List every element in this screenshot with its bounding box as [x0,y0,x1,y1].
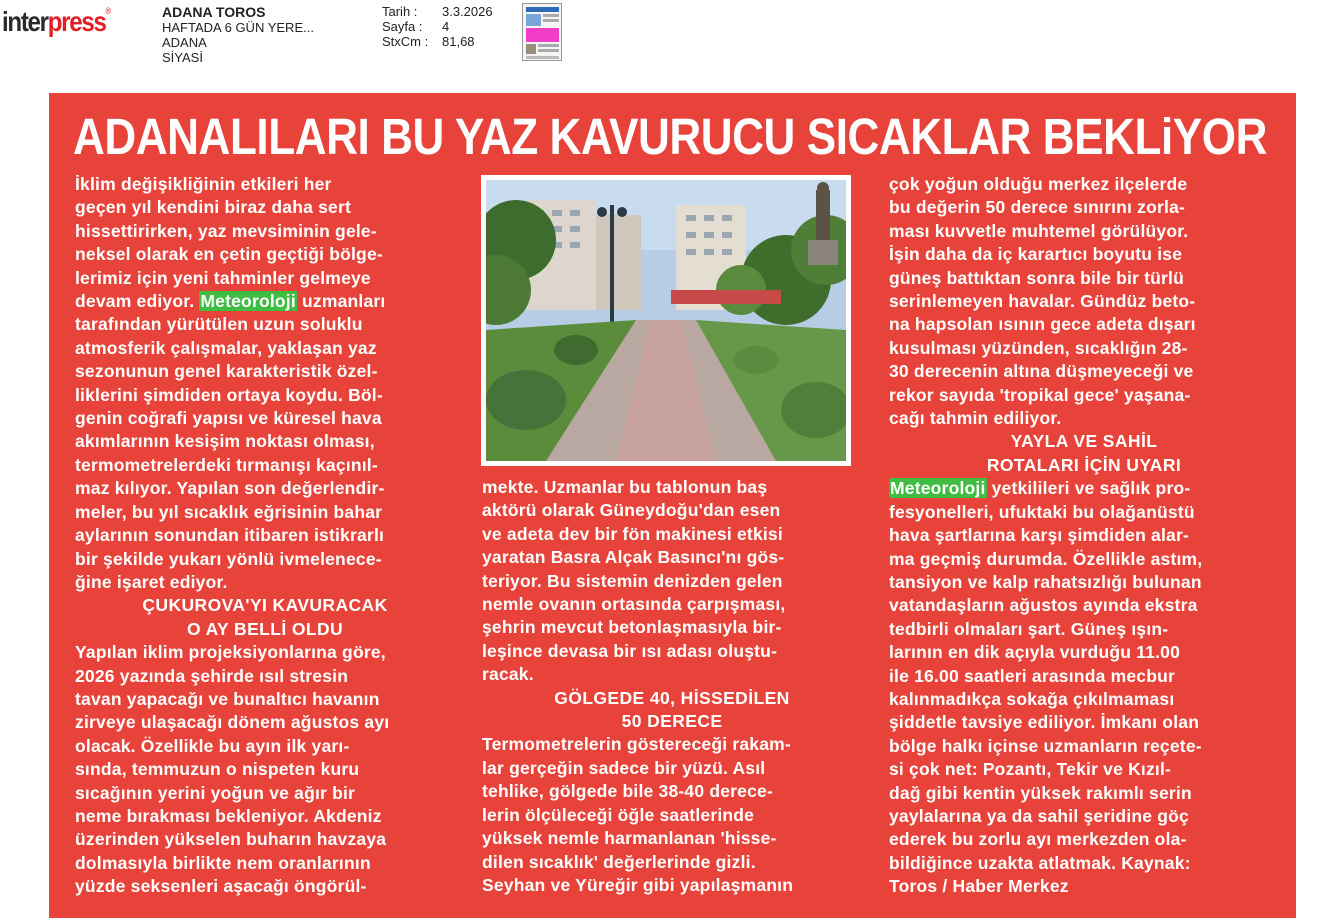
text-line: racak. [482,664,534,685]
text-line: kusulması yüzünden, sıcaklığın 28- [889,337,1188,358]
text-line: sıcağının yerini yoğun ve ağır bir [75,782,356,803]
stxcm-label: StxCm : [382,34,429,49]
article-column-2 [482,476,862,897]
text-line: yüzde seksenleri aşacağı öngörül- [75,876,367,897]
text-line: şiddetle tavsiye ediliyor. İmkanı olan [889,712,1200,733]
text-line: üzerinden yükselen buharın havzaya [75,829,387,850]
text-line: atmosferik çalışmalar, yaklaşan yaz [75,337,377,358]
stxcm-row [382,34,493,49]
text-line: fesyonelleri, ufuktaki bu olağanüstü [889,501,1195,522]
text-line: şehrin mevcut betonlaşmasıyla bir- [482,617,782,638]
text-line: lerin ölçüleceği öğle saatlerinde [482,804,755,825]
text-line: Toros / Haber Merkez [889,876,1069,897]
text-line: lerimiz için yeni tahminler gelmeye [75,267,371,288]
text-line: mekte. Uzmanlar bu tablonun baş [482,477,768,497]
text-line: sezonunun genel karakteristik özel- [75,361,378,382]
text-line: maz kılıyor. Yapılan son değerlendir- [75,478,385,499]
date-label: Tarih : [382,4,418,19]
publication-info [162,5,314,65]
page-row [382,19,493,34]
date-row [382,4,493,19]
text-line: serinlemeyen havalar. Gündüz beto- [889,291,1196,312]
article-panel [49,93,1296,918]
article-headline: ADANALILARI BU YAZ KAVURUCU SICAKLAR BEKLiYOR [73,108,1267,165]
text-line: dağ gibi kentin yüksek rakımlı serin [889,782,1192,803]
article-column-1 [75,173,455,899]
text-line: teriyor. Bu sistemin denizden gelen [482,570,783,591]
text-line: sında, temmuzun o nispeten kuru [75,759,360,780]
text-line: Termometrelerin göstereceği rakam- [482,734,791,755]
text-line: ve adeta dev bir fön makinesi etkisi [482,523,783,544]
interpress-logo: interpress® [2,6,110,37]
text-line: aylarının sonundan itibaren istikrarlı [75,525,385,546]
text-line: ğine işaret ediyor. [75,571,228,592]
subheading: O AY BELLİ OLDU [186,618,344,639]
text-line: cağı tahmin ediliyor. [889,408,1062,429]
text-line: meler, bu yıl sıcaklık eğrisinin bahar [75,501,383,522]
publication-city: ADANA [162,35,207,50]
stxcm-value: 81,68 [442,34,475,49]
text-line [75,290,455,313]
clip-meta [382,4,493,49]
text-line: İklim değişikliğinin etkileri her [75,174,332,194]
subheading: GÖLGEDE 40, HİSSEDİLEN [554,687,790,708]
highlight-meteoroloji: Meteoroloji [200,291,296,312]
text-line: olacak. Özellikle bu ayın ilk yarı- [75,735,350,756]
article-column-3 [889,173,1279,899]
publication-frequency: HAFTADA 6 GÜN YERE... [162,20,314,35]
text-line: İşin daha da iç karartıcı boyutu ise [889,244,1183,265]
text-line: hissettirirken, yaz mevsiminin gele- [75,220,377,241]
text-line: güneş battıktan sonra bile bir türlü [889,267,1185,288]
text-line: liklerini şimdiden ortaya koydu. Böl- [75,384,383,405]
text-line [889,477,1279,500]
text-line: ması kuvvetle muhtemel görülüyor. [889,220,1189,241]
text-line: tarafından yürütülen uzun soluklu [75,314,363,335]
text-line: tansiyon ve kalp rahatsızlığı bulunan [889,571,1202,592]
subheading: 50 DERECE [621,711,723,732]
article-photo [481,175,851,466]
text-line: neksel olarak en çetin geçtiği bölge- [75,244,383,265]
page-value: 4 [442,19,450,34]
subheading: ROTALARI İÇİN UYARI [986,454,1182,475]
text-line: neme bırakması bekleniyor. Akdeniz [75,805,382,826]
subheading: ÇUKUROVA'YI KAVURACAK [142,595,388,616]
text-line: çok yoğun olduğu merkez ilçelerde [889,174,1188,194]
text-line: hava şartlarına karşı şimdiden alar- [889,525,1189,546]
highlight-meteoroloji: Meteoroloji [890,478,986,499]
date-value: 3.3.2026 [442,4,493,19]
text-line-part: yetkilileri ve sağlık pro- [986,478,1191,499]
text-line: nemle ovanın ortasında çarpışması, [482,594,786,615]
text-line: bir şekilde yukarı yönlü ivmelenece- [75,548,382,569]
text-line: bu değerin 50 derece sınırını zorla- [889,197,1186,218]
text-line: ma geçmiş durumda. Özellikle astım, [889,548,1203,569]
text-line: bildiğince uzakta atlatmak. Kaynak: [889,852,1191,873]
text-line: ile 16.00 saatleri arasında mecbur [889,665,1175,686]
text-line: geçen yıl kendini biraz daha sert [75,197,351,218]
text-line: tedbirli olmaları şart. Güneş ışın- [889,618,1169,639]
text-line: leşince devasa bir ısı adası oluştu- [482,640,778,661]
text-line: vatandaşların ağustos ayında ekstra [889,595,1198,616]
text-line: si çok net: Pozantı, Tekir ve Kızıl- [889,759,1172,780]
park-walkway-image [486,180,846,461]
text-line: tavan yapacağı ve bunaltıcı havanın [75,688,380,709]
page-thumbnail[interactable] [522,3,562,61]
text-line: larının en dik açıyla vurduğu 11.00 [889,642,1180,663]
text-line: aktörü olarak Güneydoğu'dan esen [482,500,781,521]
text-line-part: devam ediyor. [75,291,195,312]
text-line: Seyhan ve Yüreğir gibi yapılaşmanın [482,874,794,895]
text-line: Yapılan iklim projeksiyonlarına göre, [75,642,386,663]
text-line: dilen sıcaklık' değerlerinde gizli. [482,851,756,872]
text-line: kalınmadıkça sokağa çıkılmaması [889,688,1175,709]
text-line: rekor sayıda 'tropikal gece' yaşana- [889,384,1191,405]
text-line: dolmasıyla birlikte nem oranlarının [75,852,371,873]
text-line: tehlike, gölgede bile 38-40 derece- [482,781,773,802]
subheading: YAYLA VE SAHİL [1010,431,1158,452]
text-line: genin coğrafi yapısı ve küresel hava [75,408,382,429]
text-line: akımlarının kesişim noktası olması, [75,431,375,452]
text-line-part: uzmanları [296,291,386,312]
text-line: na hapsolan ısının gece adeta dışarı [889,314,1196,335]
text-line: yüksek nemle harmanlanan 'hisse- [482,828,777,849]
text-line: ederek bu zorlu ayı merkezden ola- [889,829,1187,850]
text-line: bölge halkı içinse uzmanların reçete- [889,735,1202,756]
text-line: zirveye ulaşacağı dönem ağustos ayı [75,712,390,733]
page-label: Sayfa : [382,19,423,34]
text-line: 2026 yazında şehirde ısıl stresin [75,665,349,686]
text-line: yaratan Basra Alçak Basıncı'nı gös- [482,547,785,568]
publication-category: SİYASİ [162,50,203,65]
publication-name: ADANA TOROS [162,4,266,20]
text-line: lar gerçeğin sadece bir yüzü. Asıl [482,757,766,778]
text-line: termometrelerdeki tırmanışı kaçınıl- [75,454,378,475]
text-line: 30 derecenin altına düşmeyeceği ve [889,361,1194,382]
text-line: yaylalarına ya da sahil şeridine göç [889,805,1189,826]
